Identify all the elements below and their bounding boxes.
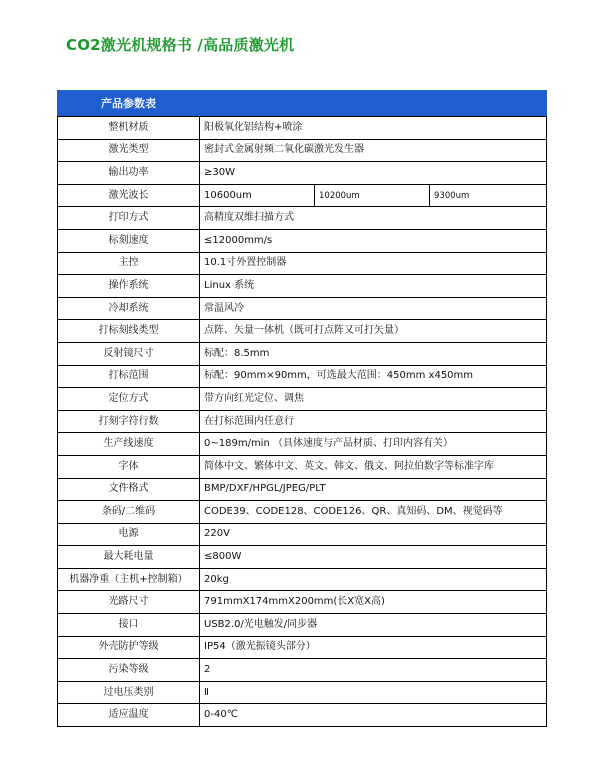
row-value: ≤12000mm/s [200,229,547,252]
table-header-title: 产品参数表 [58,91,200,117]
table-row [58,320,547,343]
row-label: 打印方式 [58,207,200,230]
table-row [58,636,547,659]
table-row [58,184,547,207]
row-value: 简体中文、繁体中文、英文、韩文、俄文、阿拉伯数字等标准字库 [200,455,547,478]
table-row [58,162,547,185]
table-row [58,546,547,569]
table-row [58,591,547,614]
row-value: 带方向红光定位、调焦 [200,388,547,411]
table-row [58,342,547,365]
row-value: 0-40℃ [200,704,547,727]
row-value: ≥30W [200,162,547,185]
row-label: 激光波长 [58,184,200,207]
row-value: 密封式金属射频二氧化碳激光发生器 [200,139,547,162]
row-label: 打刻字符行数 [58,410,200,433]
row-value: 阳极氧化铝结构+喷涂 [200,117,547,140]
row-value: 常温风冷 [200,297,547,320]
table-row [58,614,547,637]
row-label: 文件格式 [58,478,200,501]
row-label: 外壳防护等级 [58,636,200,659]
row-label: 标刻速度 [58,229,200,252]
table-row [58,455,547,478]
row-value: IP54（激光振镜头部分） [200,636,547,659]
table-row [58,681,547,704]
row-value: 791mmX174mmX200mm(长X宽X高) [200,591,547,614]
row-value: 220V [200,523,547,546]
table-row [58,501,547,524]
row-value: 标配：8.5mm [200,342,547,365]
row-value: 在打标范围内任意行 [200,410,547,433]
row-value: USB2.0/光电触发/同步器 [200,614,547,637]
row-label: 光路尺寸 [58,591,200,614]
spec-table [57,90,547,727]
row-label: 冷却系统 [58,297,200,320]
row-value: Linux 系统 [200,275,547,298]
row-value: 标配：90mm×90mm，可选最大范围：450mm x450mm [200,365,547,388]
row-value: ≤800W [200,546,547,569]
table-row [58,365,547,388]
row-label: 污染等级 [58,659,200,682]
table-row [58,139,547,162]
table-row [58,297,547,320]
row-value: 20kg [200,568,547,591]
table-row [58,229,547,252]
table-header-row [58,91,547,117]
row-value: BMP/DXF/HPGL/JPEG/PLT [200,478,547,501]
table-row [58,478,547,501]
table-header-blank [200,91,547,117]
row-label: 条码/二维码 [58,501,200,524]
row-value: 10.1寸外置控制器 [200,252,547,275]
row-value: CODE39、CODE128、CODE126、QR、真知码、DM、视觉码等 [200,501,547,524]
row-label: 机器净重（主机+控制箱） [58,568,200,591]
row-label: 输出功率 [58,162,200,185]
row-value: 2 [200,659,547,682]
row-label: 打标范围 [58,365,200,388]
table-row [58,388,547,411]
row-label: 字体 [58,455,200,478]
row-value: Ⅱ [200,681,547,704]
table-row [58,275,547,298]
table-row [58,410,547,433]
row-label: 打标刻线类型 [58,320,200,343]
row-label: 定位方式 [58,388,200,411]
table-row [58,207,547,230]
row-label: 电源 [58,523,200,546]
table-row [58,433,547,456]
row-value: 9300um [430,184,547,207]
row-label: 最大耗电量 [58,546,200,569]
row-label: 过电压类别 [58,681,200,704]
spec-table-body [58,117,547,727]
table-row [58,117,547,140]
table-row [58,252,547,275]
row-value: 10200um [315,184,430,207]
table-row [58,704,547,727]
row-label: 整机材质 [58,117,200,140]
row-value: 点阵、矢量一体机（既可打点阵又可打矢量） [200,320,547,343]
table-row [58,523,547,546]
row-label: 操作系统 [58,275,200,298]
row-value: 10600um [200,184,315,207]
row-value: 0~189m/min （具体速度与产品材质、打印内容有关） [200,433,547,456]
row-label: 接口 [58,614,200,637]
row-value: 高精度双维扫描方式 [200,207,547,230]
table-row [58,659,547,682]
row-label: 适应温度 [58,704,200,727]
row-label: 激光类型 [58,139,200,162]
row-label: 主控 [58,252,200,275]
table-row [58,568,547,591]
document-title: CO2激光机规格书 /高品质激光机 [66,36,295,54]
row-label: 生产线速度 [58,433,200,456]
row-label: 反射镜尺寸 [58,342,200,365]
